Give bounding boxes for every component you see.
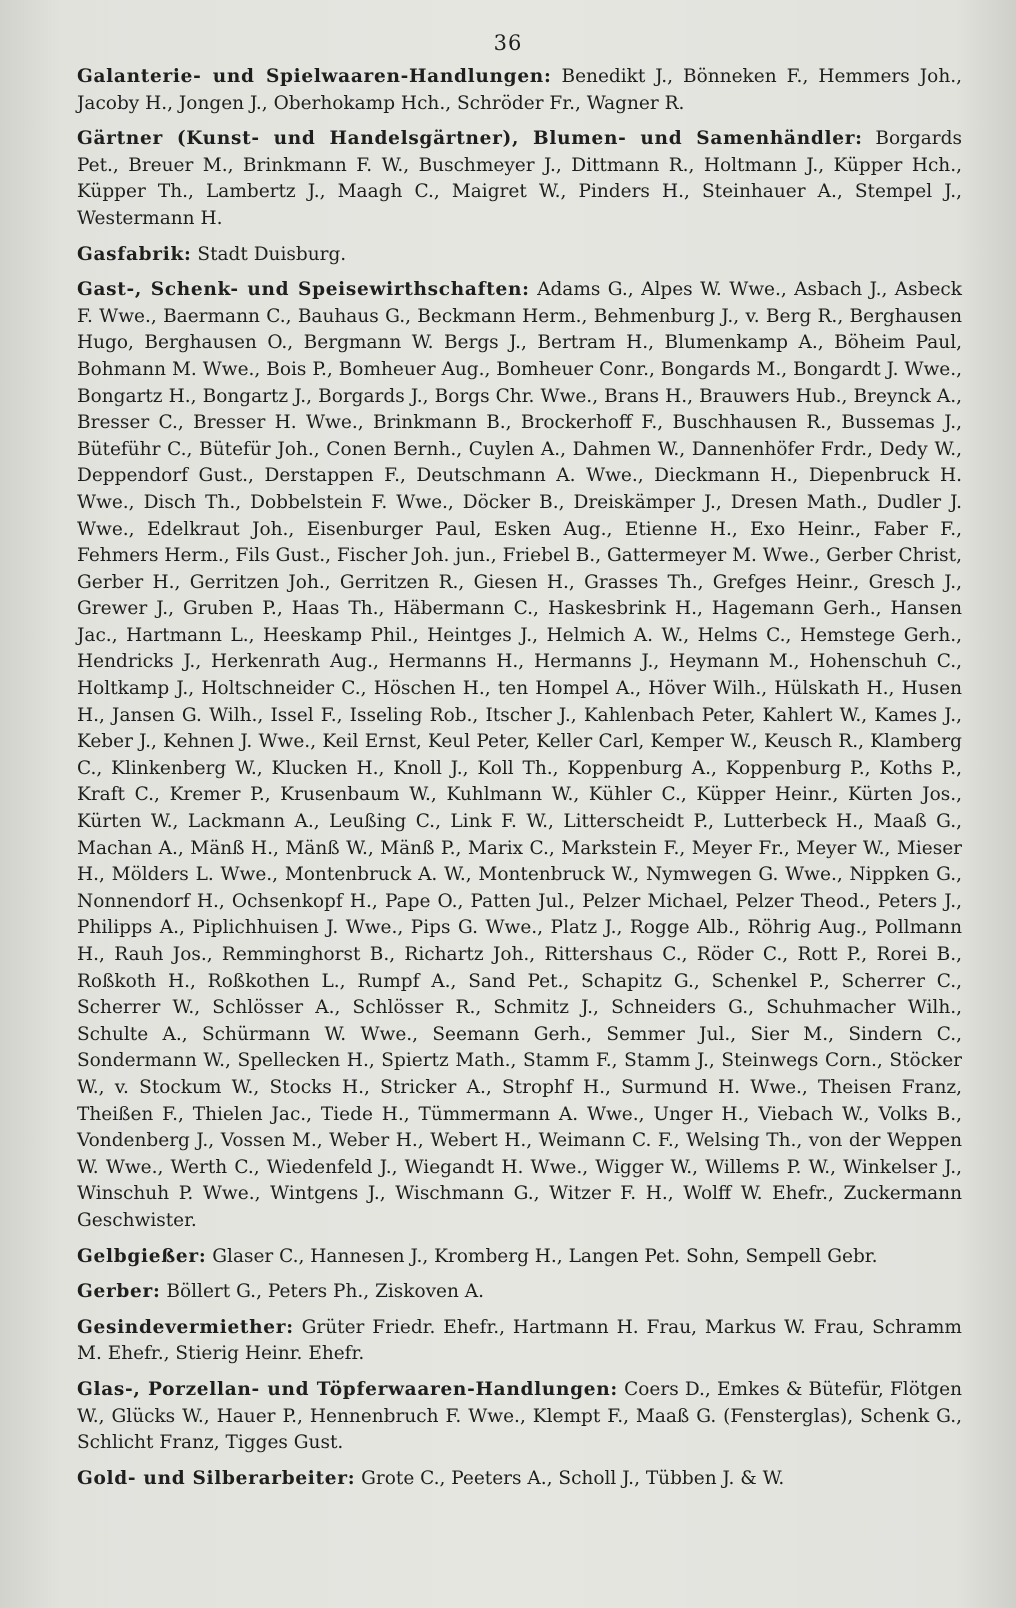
directory-entry bbox=[77, 277, 962, 1234]
directory-entry bbox=[77, 1466, 962, 1493]
category-heading: Gerber: bbox=[77, 1281, 161, 1303]
page-number: 36 bbox=[493, 31, 523, 55]
directory-entry bbox=[77, 1315, 962, 1368]
category-names: Grüter Friedr. Ehefr., Hartmann H. Frau, Markus W. Frau, Schramm M. Ehefr., Stierig Heinr. Ehefr. bbox=[77, 1316, 962, 1365]
category-heading: Gärtner (Kunst- und Handelsgärtner), Blumen- und Samenhändler: bbox=[77, 128, 863, 150]
category-names: Benedikt J., Bönneken F., Hemmers Joh., Jacoby H., Jongen J., Oberhokamp Hch., Schröder Fr., Wagner R. bbox=[77, 66, 962, 114]
category-heading: Gast-, Schenk- und Speisewirthschaften: bbox=[77, 279, 530, 301]
category-names: Grote C., Peeters A., Scholl J., Tübben J. & W. bbox=[361, 1467, 785, 1489]
category-heading: Gesindevermiether: bbox=[77, 1316, 294, 1338]
category-names: Böllert G., Peters Ph., Ziskoven A. bbox=[166, 1281, 485, 1303]
category-names: Adams G., Alpes W. Wwe., Asbach J., Asbeck F. Wwe., Baermann C., Bauhaus G., Beckmann Herm., Behmenburg J., v. Berg R., Berghausen Hugo, Berghausen O., Bergmann W. Bergs J., Bertram H., Blumenkamp A., Böheim Paul, Bohmann M. Wwe., Bois P., Bomheuer Aug., Bomheuer Conr., Bongards M., Bongardt J. Wwe., Bongartz H., Bongartz J., Borgards J., Borgs Chr. Wwe., Brans H., Brauwers Hub., Breynck A., Bresser C., Bresser H. Wwe., Brinkmann B., Brockerhoff F., Buschhausen R., Bussemas J., Büteführ C., Bütefür Joh., Conen Bernh., Cuylen A., Dahmen W., Dannenhöfer Frdr., Dedy W., Deppendorf Gust., Derstappen F., Deutschmann A. Wwe., Dieckmann H., Diepenbruck H. Wwe., Disch Th., Dobbelstein F. Wwe., Döcker B., Dreiskämper J., Dresen Math., Dudler J. Wwe., Edelkraut Joh., Eisenburger Paul, Esken Aug., Etienne H., Exo Heinr., Faber F., Fehmers Herm., Fils Gust., Fischer Joh. jun., Friebel B., Gattermeyer M. Wwe., Gerber Christ, Gerber H., Gerritzen Joh., Gerritzen R., Giesen H., Grasses Th., Grefges Heinr., Gresch J., Grewer J., Gruben P., Haas Th., Häbermann C., Haskesbrink H., Hagemann Gerh., Hansen Jac., Hartmann L., Heeskamp Phil., Heintges J., Helmich A. W., Helms C., Hemstege Gerh., Hendricks J., Herkenrath Aug., Hermanns H., Hermanns J., Heymann M., Hohenschuh C., Holtkamp J., Holtschneider C., Höschen H., ten Hompel A., Höver Wilh., Hülskath H., Husen H., Jansen G. Wilh., Issel F., Isseling Rob., Itscher J., Kahlenbach Peter, Kahlert W., Kames J., Keber J., Kehnen J. Wwe., Keil Ernst, Keul Peter, Keller Carl, Kemper W., Keusch R., Klamberg C., Klinkenberg W., Klucken H., Knoll J., Koll Th., Koppenburg A., Koppenburg P., Koths P., Kraft C., Kremer P., Krusenbaum W., Kuhlmann W., Kühler C., Küpper Heinr., Kürten Jos., Kürten W., Lackmann A., Leußing C., Link F. W., Litterscheidt P., Lutterbeck H., Maaß G., Machan A., Mänß H., Mänß W., Mänß P., Marix C., Markstein F., Meyer Fr., Meyer W., Mieser H., Mölders L. Wwe., Montenbruck A. W., Montenbruck W., Nymwegen G. Wwe., Nippken G., Nonnendorf H., Ochsenkopf H., Pape O., Patten Jul., Pelzer Michael, Pelzer Theod., Peters J., Philipps A., Piplichhuisen J. Wwe., Pips G. Wwe., Platz J., Rogge Alb., Röhrig Aug., Pollmann H., Rauh Jos., Remminghorst B., Richartz Joh., Rittershaus C., Röder C., Rott P., Rorei B., Roßkoth H., Roßkothen L., Rumpf A., Sand Pet., Schapitz G., Schenkel P., Scherrer C., Scherrer W., Schlösser A., Schlösser R., Schmitz J., Schneiders G., Schuhmacher Wilh., Schulte A., Schürmann W. Wwe., Seemann Gerh., Semmer Jul., Sier M., Sindern C., Sondermann W., Spellecken H., Spiertz Math., Stamm F., Stamm J., Steinwegs Corn., Stöcker W., v. Stockum W., Stocks H., Stricker A., Strophf H., Surmund H. Wwe., Theisen Franz, Theißen F., Thielen Jac., Tiede H., Tümmermann A. Wwe., Unger H., Viebach W., Volks B., Vondenberg J., Vossen M., Weber H., Webert H., Weimann C. F., Welsing Th., von der Weppen W. Wwe., Werth C., Wiedenfeld J., Wiegandt H. Wwe., Wigger W., Willems P. W., Winkelser J., Winschuh P. Wwe., Wintgens J., Wischmann G., Witzer F. H., Wolff W. Ehefr., Zuckermann Geschwister. bbox=[77, 279, 963, 1231]
directory-listing bbox=[77, 64, 962, 1492]
category-heading: Gelbgießer: bbox=[77, 1245, 207, 1267]
category-names: Borgards Pet., Breuer M., Brinkmann F. W., Buschmeyer J., Dittmann R., Holtmann J., Küpper Hch., Küpper Th., Lambertz J., Maagh C., Maigret W., Pinders H., Steinhauer A., Stempel J., Westermann H. bbox=[77, 128, 962, 229]
category-names: Coers D., Emkes & Bütefür, Flötgen W., Glücks W., Hauer P., Hennenbruch F. Wwe., Klempt F., Maaß G. (Fensterglas), Schenk G., Schlicht Franz, Tigges Gust. bbox=[77, 1378, 962, 1454]
category-names: Glaser C., Hannesen J., Kromberg H., Langen Pet. Sohn, Sempell Gebr. bbox=[212, 1245, 878, 1267]
directory-entry bbox=[77, 1377, 962, 1457]
directory-entry bbox=[77, 1279, 962, 1306]
category-heading: Glas-, Porzellan- und Töpferwaaren-Handlungen: bbox=[77, 1378, 618, 1400]
category-heading: Gasfabrik: bbox=[77, 243, 192, 265]
directory-entry bbox=[77, 1244, 962, 1271]
category-heading: Galanterie- und Spielwaaren-Handlungen: bbox=[77, 66, 552, 87]
directory-entry bbox=[77, 242, 962, 269]
category-names: Stadt Duisburg. bbox=[197, 243, 347, 265]
directory-entry bbox=[77, 126, 962, 232]
category-heading: Gold- und Silberarbeiter: bbox=[77, 1467, 356, 1489]
directory-entry bbox=[77, 64, 962, 117]
